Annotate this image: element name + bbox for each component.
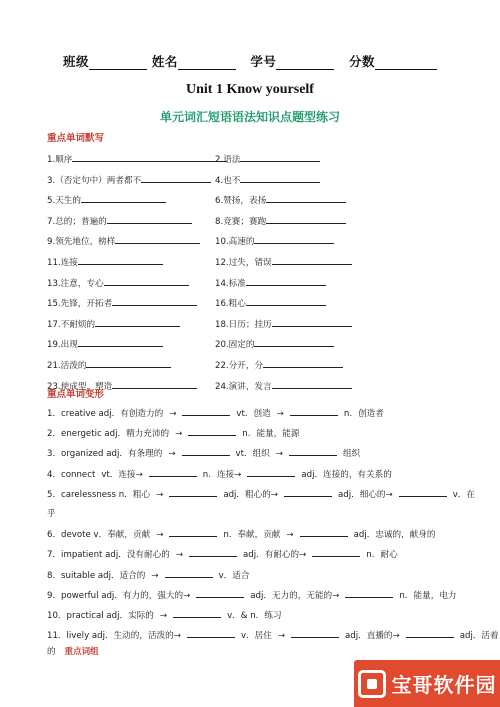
word-form-text: 4．connect xyxy=(47,469,96,480)
answer-blank[interactable] xyxy=(72,152,227,162)
word-form-text: n. xyxy=(242,429,251,440)
word-form-text: → xyxy=(159,611,168,621)
word-form-text: adj．无力的，无能的→ xyxy=(250,590,340,601)
answer-blank[interactable] xyxy=(289,446,337,456)
word-form-text: v．& n. xyxy=(227,611,259,621)
answer-blank[interactable] xyxy=(81,193,166,203)
word-form-text: 能量，电力 xyxy=(413,590,457,601)
word-form-row xyxy=(47,628,500,641)
tail-line xyxy=(47,645,99,657)
watermark-text: 宝哥软件园 xyxy=(391,673,497,697)
tail-prefix: 的 xyxy=(47,647,56,657)
word-form-text: 10．practical adj．实际的 xyxy=(47,611,154,621)
name-blank[interactable] xyxy=(178,57,236,70)
vocab-prompt: 20.固定的 xyxy=(215,340,255,351)
word-form-text: → xyxy=(277,631,286,642)
word-form-row xyxy=(47,527,441,540)
word-form-row xyxy=(47,446,366,459)
vocab-prompt: 4.也不 xyxy=(215,175,241,186)
word-form-text: adj．粗心的→ xyxy=(223,489,279,500)
word-form-text: 1．creative adj．有创造力的 xyxy=(47,409,164,419)
answer-blank[interactable] xyxy=(345,588,393,598)
word-form-row xyxy=(47,547,404,560)
vocab-prompt: 16.粗心 xyxy=(215,299,246,310)
answer-blank[interactable] xyxy=(266,193,346,203)
word-form-text: n．奉献，贡献 xyxy=(223,530,281,541)
class-label: 班级 xyxy=(62,54,89,69)
vocab-prompt: 15.先锋，开拓者 xyxy=(47,299,113,310)
site-watermark xyxy=(354,660,500,707)
answer-blank[interactable] xyxy=(189,547,237,557)
answer-blank[interactable] xyxy=(112,296,197,306)
word-form-row xyxy=(47,406,390,419)
vocab-item-right xyxy=(215,317,352,330)
word-form-text: n. xyxy=(399,590,408,601)
section-heading-word-forms: 重点单词变形 xyxy=(47,389,105,400)
answer-blank[interactable] xyxy=(399,487,447,497)
vocab-item-left xyxy=(47,317,180,330)
class-blank[interactable] xyxy=(89,57,147,70)
vocab-item-right xyxy=(215,255,352,268)
word-form-text: → xyxy=(151,570,159,581)
word-form-text: 3．organized adj．有条理的 xyxy=(47,449,163,460)
vocab-prompt: 23.使成型，塑造 xyxy=(47,381,113,392)
answer-blank[interactable] xyxy=(247,467,295,477)
vocab-item-left xyxy=(47,193,166,206)
vocab-prompt: 17.不耐烦的 xyxy=(47,319,96,330)
word-form-text: adj．直播的→ xyxy=(345,631,400,642)
vocab-item-left xyxy=(47,276,189,289)
vocab-item-right xyxy=(215,193,346,206)
answer-blank[interactable] xyxy=(104,276,189,286)
vocab-prompt: 10.高速的 xyxy=(215,237,255,248)
student-info-line xyxy=(0,52,500,70)
word-form-text: 5．carelessness n. xyxy=(47,489,127,500)
vocab-item-right xyxy=(215,214,346,227)
answer-blank[interactable] xyxy=(182,446,230,456)
vocab-item-left xyxy=(47,337,163,350)
word-form-text: vt．连接→ xyxy=(101,469,143,480)
answer-blank[interactable] xyxy=(187,628,235,638)
word-form-row xyxy=(47,588,463,601)
word-form-text: v．适合 xyxy=(218,570,250,581)
word-form-text: 连接→ xyxy=(216,469,242,480)
name-label: 姓名 xyxy=(151,54,178,69)
word-form-text: 练习 xyxy=(264,611,282,621)
word-form-text: 能量，能源 xyxy=(256,429,300,440)
answer-blank[interactable] xyxy=(169,487,217,497)
word-form-row xyxy=(47,426,305,439)
vocab-item-left xyxy=(47,379,197,392)
section-heading-phrases: 重点词组 xyxy=(64,647,99,657)
word-form-text: → xyxy=(156,530,164,541)
word-form-text: 11．lively adj．生动的，活泼的→ xyxy=(47,631,181,642)
vocab-prompt: 9.领先地位，榜样 xyxy=(47,237,116,248)
word-form-row xyxy=(47,568,255,581)
word-form-text: → xyxy=(156,489,164,500)
page-subtitle: 单元词汇短语语法知识点题型练习 xyxy=(159,110,340,124)
vocab-item-right xyxy=(215,358,343,371)
word-form-row xyxy=(47,608,288,621)
answer-blank[interactable] xyxy=(284,487,332,497)
answer-blank[interactable] xyxy=(272,317,352,327)
answer-blank[interactable] xyxy=(95,317,180,327)
word-form-text: n. xyxy=(366,550,375,561)
answer-blank[interactable] xyxy=(141,173,211,183)
answer-blank[interactable] xyxy=(196,588,244,598)
answer-blank[interactable] xyxy=(169,527,217,537)
answer-blank[interactable] xyxy=(107,214,192,224)
page-title: Unit 1 Know yourself xyxy=(186,82,314,97)
vocab-item-right xyxy=(215,152,320,165)
vocab-item-right xyxy=(215,296,326,309)
word-form-text: n. xyxy=(202,469,211,480)
vocab-prompt: 14.标准 xyxy=(215,278,246,289)
vocab-prompt: 12.过失，错误 xyxy=(215,258,272,268)
watermark-logo-icon xyxy=(358,670,386,698)
answer-blank[interactable] xyxy=(112,379,197,389)
vocab-item-left xyxy=(47,358,171,371)
vocab-prompt: 5.天生的 xyxy=(47,196,81,207)
answer-blank[interactable] xyxy=(115,234,200,244)
answer-blank[interactable] xyxy=(246,296,326,306)
answer-blank[interactable] xyxy=(188,426,236,436)
answer-blank[interactable] xyxy=(240,173,320,183)
word-form-text: adj．忠诚的，献身的 xyxy=(353,530,436,541)
vocab-prompt: 2.语法 xyxy=(215,155,241,165)
section-heading-vocab-dictation: 重点单词默写 xyxy=(47,133,105,144)
word-form-text: vt．组织 xyxy=(235,449,270,460)
word-form-text: n. xyxy=(343,409,353,419)
answer-blank[interactable] xyxy=(406,628,454,638)
vocab-prompt: 13.注意，专心 xyxy=(47,278,104,289)
word-form-text: → xyxy=(169,409,177,419)
word-form-row xyxy=(47,507,62,519)
vocab-item-left xyxy=(47,296,197,309)
word-form-text: vt．创造 xyxy=(236,409,271,419)
word-form-text: → xyxy=(286,530,294,541)
word-form-row xyxy=(47,487,481,500)
answer-blank[interactable] xyxy=(272,379,352,389)
vocab-item-left xyxy=(47,255,163,268)
answer-blank[interactable] xyxy=(266,214,346,224)
word-form-text: → xyxy=(175,550,184,561)
vocab-item-left xyxy=(47,214,192,227)
word-form-text: adj．连接的，有关系的 xyxy=(301,469,392,480)
answer-blank[interactable] xyxy=(173,608,221,618)
answer-blank[interactable] xyxy=(290,406,338,416)
answer-blank[interactable] xyxy=(272,255,352,265)
word-form-text: 6．devote v．奉献，贡献 xyxy=(47,530,151,541)
vocab-prompt: 11.连接 xyxy=(47,258,78,268)
vocab-item-left xyxy=(47,152,227,165)
word-form-text: v．在 xyxy=(452,489,475,500)
vocab-item-right xyxy=(215,379,352,392)
word-form-text: 耐心 xyxy=(380,550,398,561)
answer-blank[interactable] xyxy=(291,628,339,638)
vocab-item-left xyxy=(47,234,200,247)
word-form-text: adj．细心的→ xyxy=(338,489,393,500)
answer-blank[interactable] xyxy=(182,406,230,416)
answer-blank[interactable] xyxy=(300,527,348,537)
vocab-prompt: 3.（否定句中）两者都不 xyxy=(47,175,142,186)
answer-blank[interactable] xyxy=(312,547,360,557)
answer-blank[interactable] xyxy=(165,568,213,578)
word-form-text: 9．powerful adj．有力的，强大的→ xyxy=(47,590,191,601)
id-label: 学号 xyxy=(250,54,277,69)
word-form-text: adj．活着 xyxy=(459,631,499,642)
vocab-item-left xyxy=(47,173,211,186)
answer-blank[interactable] xyxy=(246,276,326,286)
score-blank[interactable] xyxy=(375,57,437,70)
vocab-item-right xyxy=(215,234,334,247)
answer-blank[interactable] xyxy=(240,152,320,162)
vocab-prompt: 6.赞扬，表扬 xyxy=(215,196,267,207)
vocab-prompt: 7.总的；普遍的 xyxy=(47,216,107,227)
vocab-prompt: 18.日历；挂历 xyxy=(215,319,272,330)
vocab-item-right xyxy=(215,276,326,289)
word-form-text: 粗心 xyxy=(132,489,151,500)
vocab-prompt: 21.活泼的 xyxy=(47,361,87,371)
answer-blank[interactable] xyxy=(78,255,163,265)
word-form-text: 乎 xyxy=(47,509,56,519)
answer-blank[interactable] xyxy=(254,337,334,347)
word-form-text: v．居住 xyxy=(240,631,272,642)
word-form-text: adj．有耐心的→ xyxy=(243,550,307,561)
vocab-item-right xyxy=(215,337,334,350)
word-form-text: 8．suitable adj．适合的 xyxy=(47,570,146,581)
word-form-text: 组织 xyxy=(342,449,361,460)
vocab-prompt: 8.竞赛；赛跑 xyxy=(215,216,267,227)
word-form-text: → xyxy=(275,449,283,460)
vocab-prompt: 22.分开，分 xyxy=(215,361,264,371)
score-label: 分数 xyxy=(349,54,376,69)
vocab-prompt: 1.顺序 xyxy=(47,155,73,165)
vocab-item-right xyxy=(215,173,320,186)
word-form-text: → xyxy=(175,429,183,440)
answer-blank[interactable] xyxy=(78,337,163,347)
vocab-prompt: 19.出现 xyxy=(47,340,78,351)
id-blank[interactable] xyxy=(276,57,334,70)
word-form-text: 2．energetic adj．精力充沛的 xyxy=(47,429,170,440)
word-form-text: 创造者 xyxy=(358,409,384,419)
answer-blank[interactable] xyxy=(263,358,343,368)
vocab-prompt: 24.演讲，发言 xyxy=(215,381,272,392)
word-form-row xyxy=(47,467,398,480)
answer-blank[interactable] xyxy=(86,358,171,368)
answer-blank[interactable] xyxy=(254,234,334,244)
word-form-text: → xyxy=(168,449,176,460)
word-form-text: → xyxy=(276,409,284,419)
answer-blank[interactable] xyxy=(149,467,197,477)
word-form-text: 7．impatient adj．没有耐心的 xyxy=(47,550,170,561)
